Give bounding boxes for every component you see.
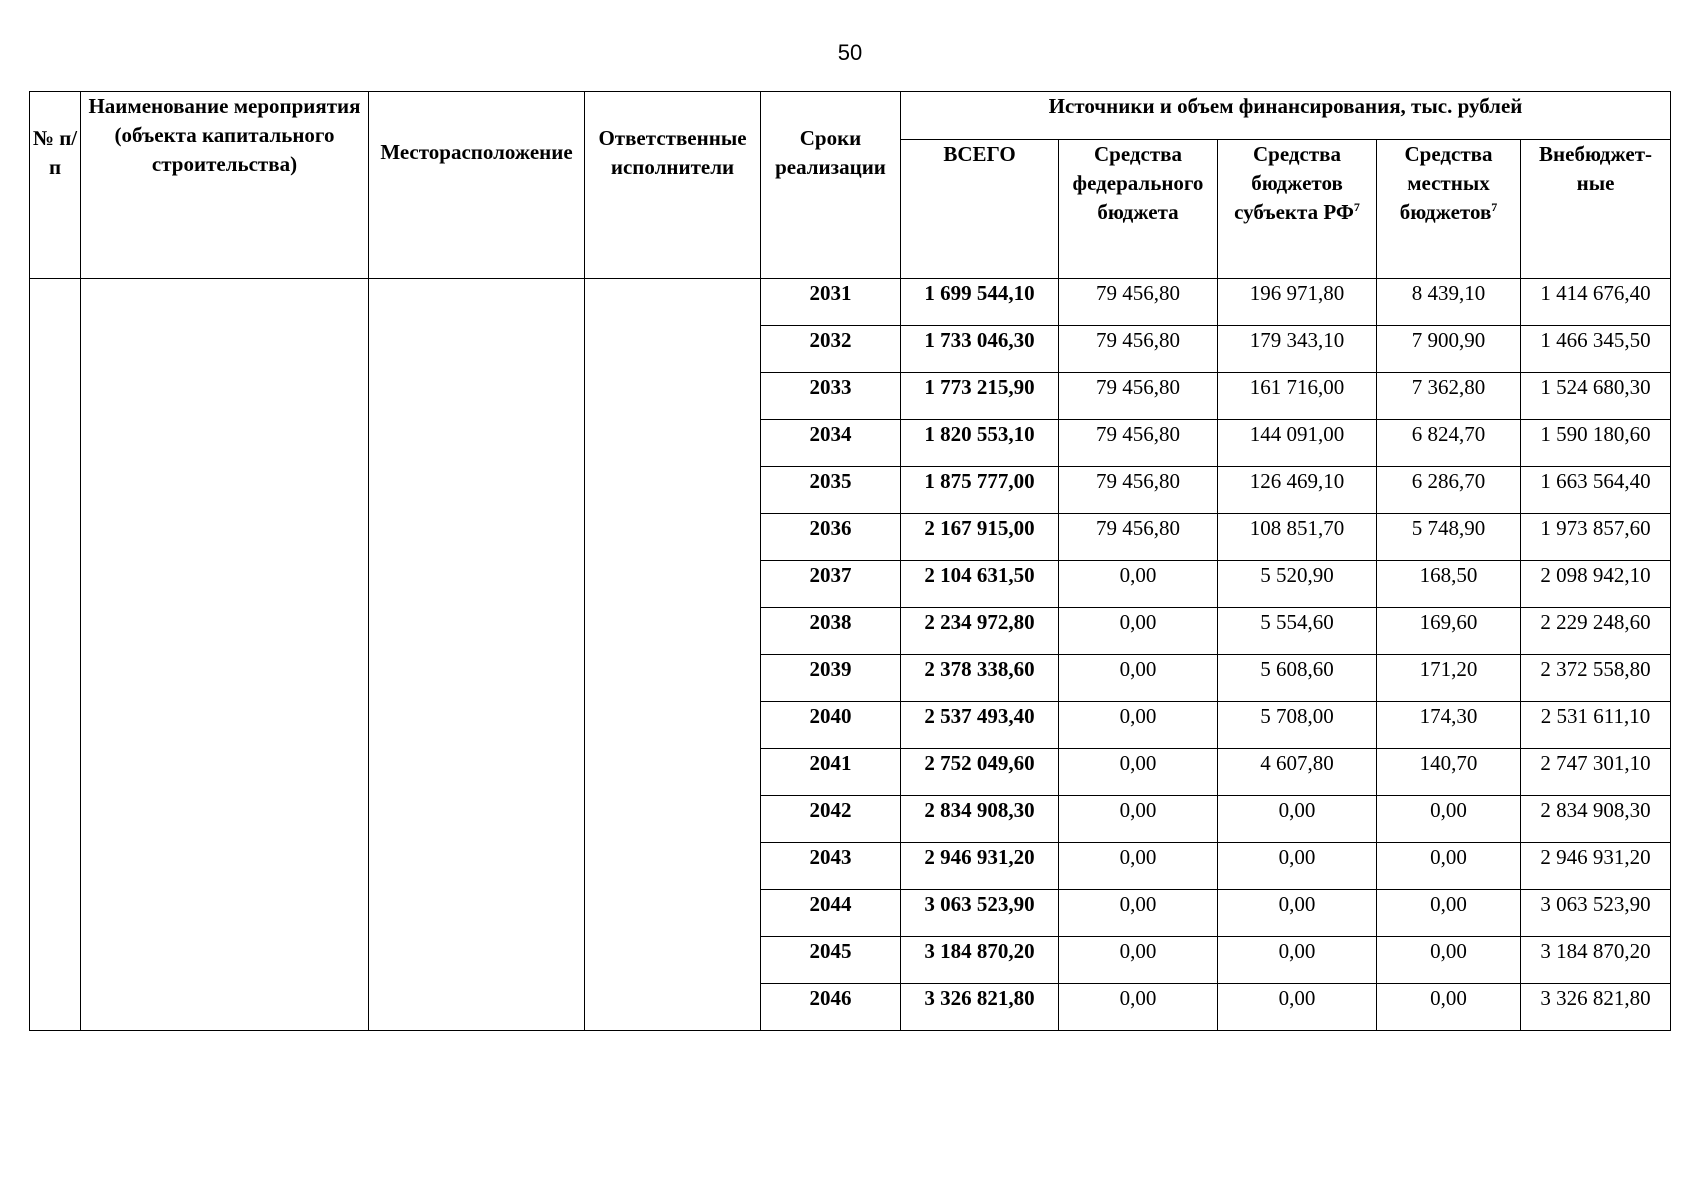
header-federal: Средства федерального бюджета — [1059, 140, 1218, 279]
cell-year: 2046 — [761, 984, 901, 1031]
cell-regional: 0,00 — [1218, 984, 1377, 1031]
cell-regional: 5 608,60 — [1218, 655, 1377, 702]
cell-total: 1 773 215,90 — [901, 373, 1059, 420]
cell-year: 2041 — [761, 749, 901, 796]
cell-offbudget: 1 524 680,30 — [1521, 373, 1671, 420]
cell-offbudget: 2 531 611,10 — [1521, 702, 1671, 749]
cell-regional: 5 520,90 — [1218, 561, 1377, 608]
cell-year: 2031 — [761, 279, 901, 326]
header-offbudget: Внебюджет-ные — [1521, 140, 1671, 279]
header-regional — [1218, 140, 1377, 279]
cell-offbudget: 2 098 942,10 — [1521, 561, 1671, 608]
cell-local: 0,00 — [1377, 843, 1521, 890]
cell-local: 0,00 — [1377, 796, 1521, 843]
table-body — [30, 279, 1671, 1031]
cell-regional: 0,00 — [1218, 937, 1377, 984]
cell-year: 2032 — [761, 326, 901, 373]
cell-regional: 108 851,70 — [1218, 514, 1377, 561]
header-location: Месторасположение — [369, 92, 585, 279]
cell-offbudget: 3 184 870,20 — [1521, 937, 1671, 984]
cell-federal: 79 456,80 — [1059, 279, 1218, 326]
cell-regional: 144 091,00 — [1218, 420, 1377, 467]
cell-regional: 5 554,60 — [1218, 608, 1377, 655]
header-local-label: Средства местных бюджетов — [1399, 142, 1493, 224]
cell-local: 174,30 — [1377, 702, 1521, 749]
cell-activity-name — [81, 279, 369, 1031]
cell-regional: 179 343,10 — [1218, 326, 1377, 373]
cell-federal: 79 456,80 — [1059, 373, 1218, 420]
table-row — [30, 279, 1671, 326]
cell-regional: 4 607,80 — [1218, 749, 1377, 796]
cell-local: 7 900,90 — [1377, 326, 1521, 373]
cell-federal: 0,00 — [1059, 608, 1218, 655]
cell-year: 2034 — [761, 420, 901, 467]
header-local — [1377, 140, 1521, 279]
cell-regional: 126 469,10 — [1218, 467, 1377, 514]
cell-offbudget: 1 973 857,60 — [1521, 514, 1671, 561]
header-regional-label: Средства бюджетов субъекта РФ — [1234, 142, 1354, 224]
cell-federal: 0,00 — [1059, 561, 1218, 608]
cell-offbudget: 3 063 523,90 — [1521, 890, 1671, 937]
cell-year: 2037 — [761, 561, 901, 608]
cell-federal: 0,00 — [1059, 749, 1218, 796]
cell-local: 6 824,70 — [1377, 420, 1521, 467]
cell-year: 2043 — [761, 843, 901, 890]
cell-year: 2035 — [761, 467, 901, 514]
header-number: № п/п — [30, 92, 81, 279]
cell-total: 2 234 972,80 — [901, 608, 1059, 655]
cell-federal: 0,00 — [1059, 796, 1218, 843]
cell-federal: 79 456,80 — [1059, 467, 1218, 514]
cell-year: 2040 — [761, 702, 901, 749]
cell-total: 3 063 523,90 — [901, 890, 1059, 937]
cell-local: 6 286,70 — [1377, 467, 1521, 514]
header-responsible: Ответственные исполнители — [585, 92, 761, 279]
cell-local: 171,20 — [1377, 655, 1521, 702]
cell-federal: 0,00 — [1059, 843, 1218, 890]
cell-year: 2045 — [761, 937, 901, 984]
cell-local: 0,00 — [1377, 984, 1521, 1031]
cell-regional: 0,00 — [1218, 890, 1377, 937]
header-local-footnote: 7 — [1491, 200, 1498, 214]
cell-offbudget: 2 372 558,80 — [1521, 655, 1671, 702]
cell-local: 0,00 — [1377, 937, 1521, 984]
cell-year: 2039 — [761, 655, 901, 702]
cell-total: 3 326 821,80 — [901, 984, 1059, 1031]
cell-total: 3 184 870,20 — [901, 937, 1059, 984]
cell-local: 169,60 — [1377, 608, 1521, 655]
cell-regional: 161 716,00 — [1218, 373, 1377, 420]
cell-offbudget: 1 414 676,40 — [1521, 279, 1671, 326]
cell-total: 2 834 908,30 — [901, 796, 1059, 843]
cell-number — [30, 279, 81, 1031]
cell-total: 2 537 493,40 — [901, 702, 1059, 749]
cell-local: 5 748,90 — [1377, 514, 1521, 561]
header-total: ВСЕГО — [901, 140, 1059, 279]
cell-local: 168,50 — [1377, 561, 1521, 608]
cell-total: 1 820 553,10 — [901, 420, 1059, 467]
cell-offbudget: 2 229 248,60 — [1521, 608, 1671, 655]
cell-offbudget: 1 590 180,60 — [1521, 420, 1671, 467]
header-period: Сроки реализации — [761, 92, 901, 279]
header-regional-footnote: 7 — [1353, 200, 1360, 214]
header-row-top — [30, 92, 1671, 140]
cell-federal: 0,00 — [1059, 702, 1218, 749]
header-activity-name: Наименование мероприятия (объекта капитального строительства) — [81, 92, 369, 279]
cell-federal: 79 456,80 — [1059, 326, 1218, 373]
cell-federal: 0,00 — [1059, 655, 1218, 702]
header-financing: Источники и объем финансирования, тыс. рублей — [901, 92, 1671, 140]
cell-offbudget: 2 946 931,20 — [1521, 843, 1671, 890]
cell-total: 1 733 046,30 — [901, 326, 1059, 373]
cell-responsible — [585, 279, 761, 1031]
cell-year: 2044 — [761, 890, 901, 937]
cell-total: 2 167 915,00 — [901, 514, 1059, 561]
cell-regional: 196 971,80 — [1218, 279, 1377, 326]
cell-total: 1 699 544,10 — [901, 279, 1059, 326]
cell-total: 2 752 049,60 — [901, 749, 1059, 796]
cell-local: 0,00 — [1377, 890, 1521, 937]
cell-federal: 0,00 — [1059, 937, 1218, 984]
cell-year: 2036 — [761, 514, 901, 561]
cell-year: 2042 — [761, 796, 901, 843]
cell-year: 2038 — [761, 608, 901, 655]
financing-table — [29, 91, 1671, 1031]
cell-offbudget: 1 466 345,50 — [1521, 326, 1671, 373]
page-number: 50 — [837, 40, 863, 65]
cell-federal: 79 456,80 — [1059, 420, 1218, 467]
cell-total: 1 875 777,00 — [901, 467, 1059, 514]
cell-offbudget: 2 747 301,10 — [1521, 749, 1671, 796]
cell-offbudget: 2 834 908,30 — [1521, 796, 1671, 843]
cell-offbudget: 1 663 564,40 — [1521, 467, 1671, 514]
cell-regional: 0,00 — [1218, 796, 1377, 843]
cell-offbudget: 3 326 821,80 — [1521, 984, 1671, 1031]
cell-federal: 0,00 — [1059, 984, 1218, 1031]
cell-regional: 0,00 — [1218, 843, 1377, 890]
cell-year: 2033 — [761, 373, 901, 420]
cell-total: 2 946 931,20 — [901, 843, 1059, 890]
cell-federal: 79 456,80 — [1059, 514, 1218, 561]
table-header — [30, 92, 1671, 279]
cell-location — [369, 279, 585, 1031]
cell-federal: 0,00 — [1059, 890, 1218, 937]
cell-total: 2 378 338,60 — [901, 655, 1059, 702]
cell-local: 7 362,80 — [1377, 373, 1521, 420]
cell-local: 140,70 — [1377, 749, 1521, 796]
cell-regional: 5 708,00 — [1218, 702, 1377, 749]
cell-total: 2 104 631,50 — [901, 561, 1059, 608]
cell-local: 8 439,10 — [1377, 279, 1521, 326]
